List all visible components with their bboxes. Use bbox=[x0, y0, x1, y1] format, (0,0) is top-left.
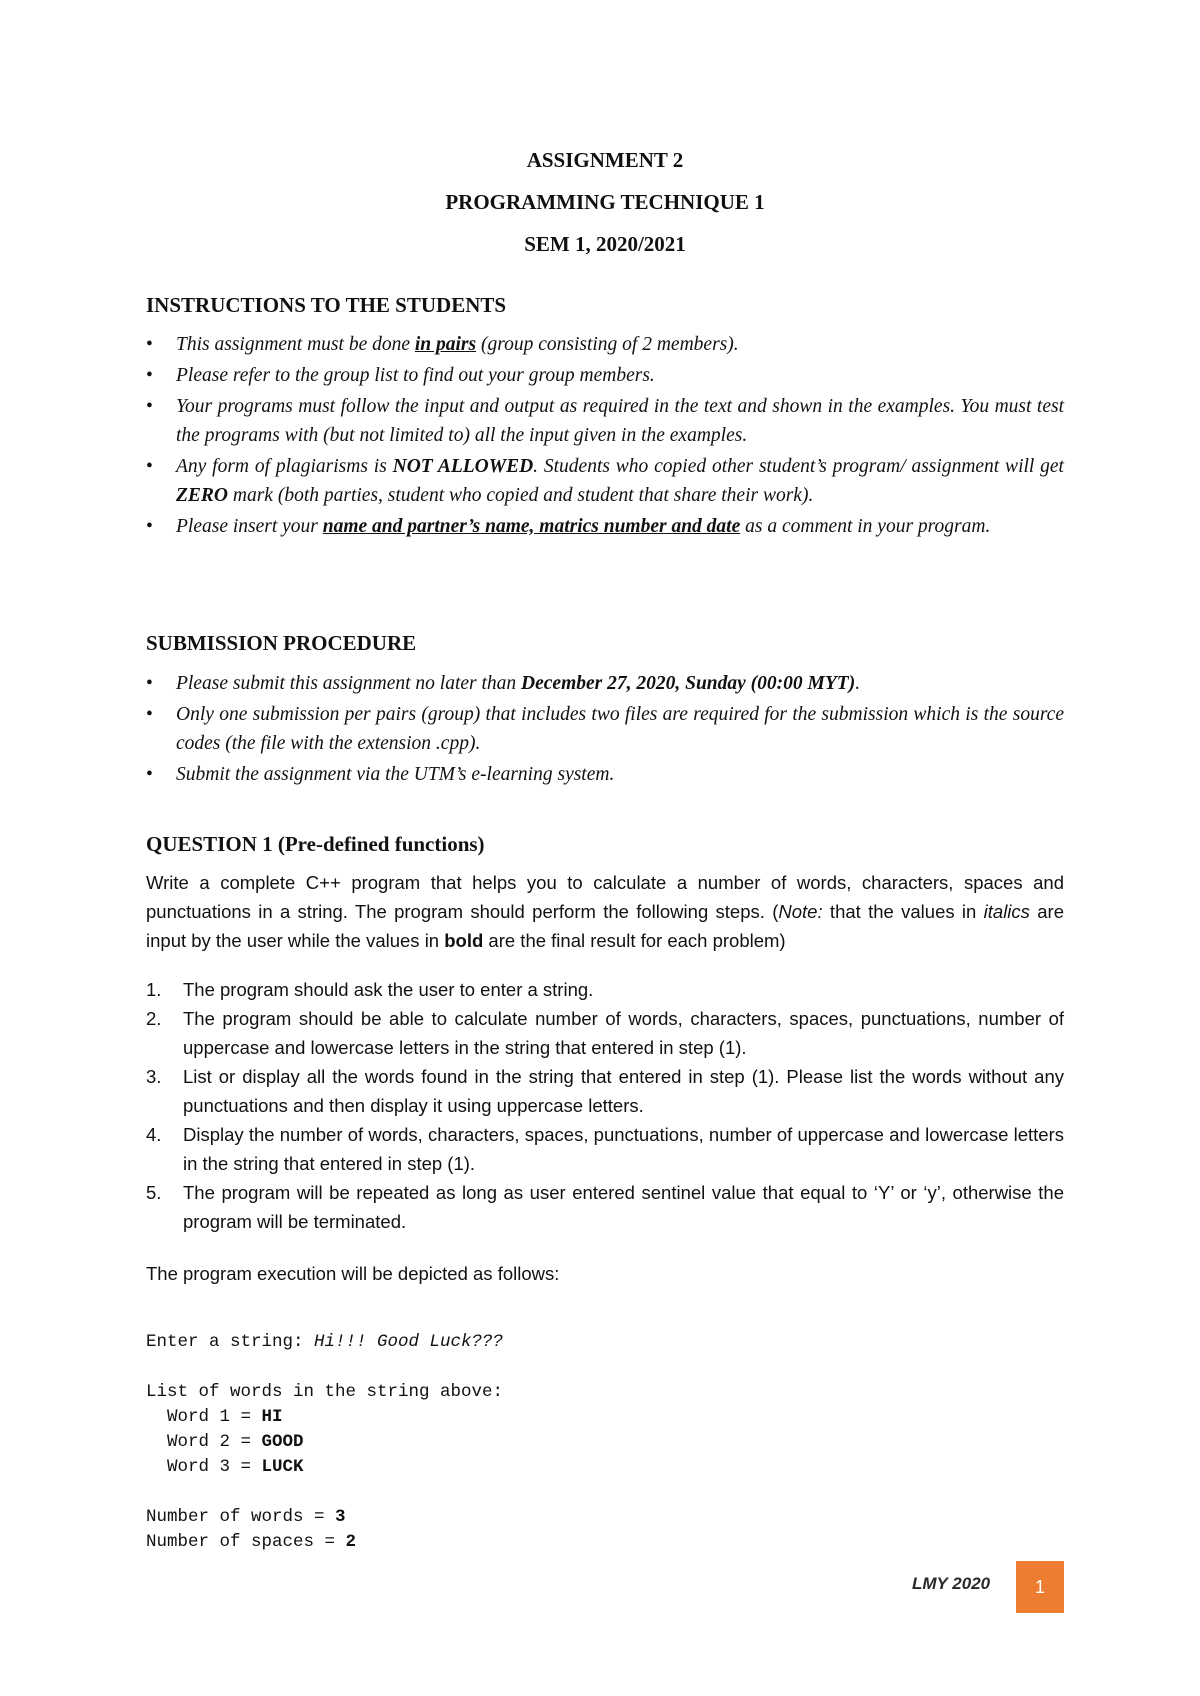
question1-steps bbox=[146, 975, 1064, 1236]
instructions-list bbox=[146, 330, 1064, 543]
list-item: • This assignment must be done in pairs (group consisting of 2 members). bbox=[146, 330, 1064, 359]
list-item: • Submit the assignment via the UTM’s e-learning system. bbox=[146, 760, 1064, 789]
list-item: • Please refer to the group list to find out your group members. bbox=[146, 361, 1064, 390]
assignment-title: ASSIGNMENT 2 bbox=[526, 148, 684, 172]
submission-list bbox=[146, 669, 1064, 791]
page-number-badge: 1 bbox=[1016, 1561, 1064, 1613]
execution-text: The program execution will be depicted as follows: bbox=[146, 1263, 560, 1284]
list-item: 1. The program should ask the user to enter a string. bbox=[146, 979, 594, 1000]
list-item: 2. The program should be able to calculate number of words, characters, spaces, punctuations, number of uppercase and lowercase letters in the string that entered in step (1). bbox=[146, 1008, 1064, 1058]
list-item: 3. List or display all the words found in the string that entered in step (1). Please list the words without any punctuations and then display it using uppercase letters. bbox=[146, 1066, 1064, 1116]
course-title: PROGRAMMING TECHNIQUE 1 bbox=[445, 190, 765, 214]
list-item: 4. Display the number of words, characters, spaces, punctuations, number of uppercase and lowercase letters in the string that entered in step (1). bbox=[146, 1124, 1064, 1174]
list-item: • Only one submission per pairs (group) that includes two files are required for the submission which is the source codes (the file with the extension .cpp). bbox=[146, 700, 1064, 758]
question1-heading: QUESTION 1 (Pre-defined functions) bbox=[146, 832, 485, 856]
semester-title: SEM 1, 2020/2021 bbox=[524, 232, 686, 256]
instructions-heading: INSTRUCTIONS TO THE STUDENTS bbox=[146, 293, 507, 317]
question1-intro: Write a complete C++ program that helps you to calculate a number of words, characters, spaces and punctuations in a string. The program should perform the following steps. (Note: that the values in italics are input by the user while the values in bold are the final result for each problem) bbox=[146, 872, 1064, 951]
footer-label: LMY 2020 bbox=[912, 1574, 991, 1593]
list-item: 5. The program will be repeated as long as user entered sentinel value that equal to ‘Y’ or ‘y’, otherwise the program will be terminated. bbox=[146, 1182, 1064, 1232]
list-item: • Your programs must follow the input and output as required in the text and shown in the examples. You must test the programs with (but not limited to) all the input given in the examples. bbox=[146, 392, 1064, 450]
list-item: • Please insert your name and partner’s name, matrics number and date as a comment in your program. bbox=[146, 512, 1064, 541]
list-item: • Please submit this assignment no later than December 27, 2020, Sunday (00:00 MYT). bbox=[146, 669, 1064, 698]
list-item: • Any form of plagiarisms is NOT ALLOWED. Students who copied other student’s program/ assignment will get ZERO mark (both parties, student who copied and student that share their work). bbox=[146, 452, 1064, 510]
sample-output: Enter a string: Hi!!! Good Luck??? List of words in the string above: Word 1 = HI Word 2 = GOOD Word 3 = LUCK Number of words = 3 Number of spaces = 2 bbox=[146, 1332, 504, 1552]
submission-heading: SUBMISSION PROCEDURE bbox=[146, 631, 417, 655]
